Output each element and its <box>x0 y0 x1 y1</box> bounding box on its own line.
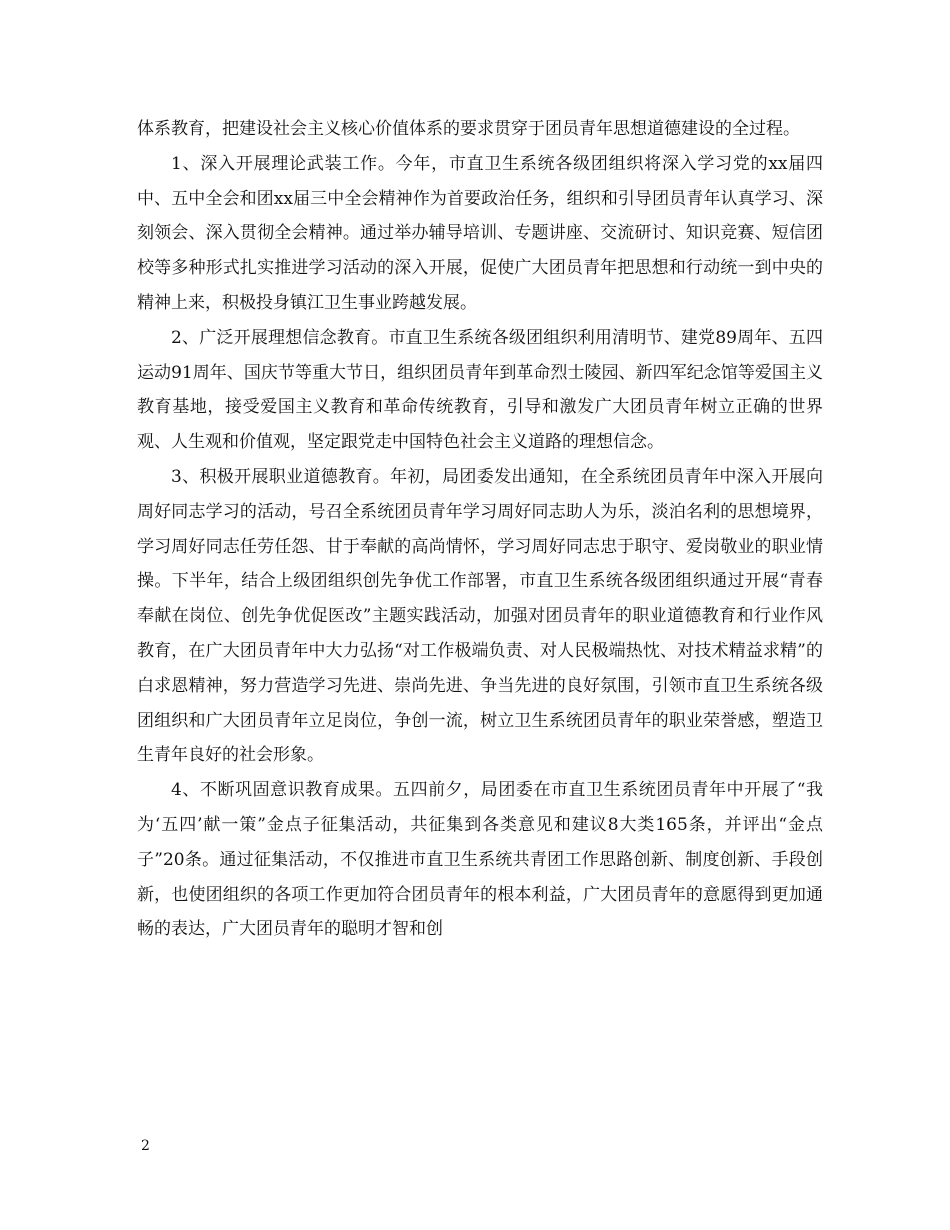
document-body <box>137 112 823 947</box>
paragraph-professional-ethics: 3、积极开展职业道德教育。年初，局团委发出通知，在全系统团员青年中深入开展向周好同志学习的活动，号召全系统团员青年学习周好同志助人为乐，淡泊名利的思想境界，学习周好同志任劳任怨、甘于奉献的高尚情怀，学习周好同志忠于职守、爱岗敬业的职业情操。下半年，结合上级团组织创先争优工作部署，市直卫生系统各级团组织通过开展“青春奉献在岗位、创先争优促医改”主题实践活动，加强对团员青年的职业道德教育和行业作风教育，在广大团员青年中大力弘扬“对工作极端负责、对人民极端热忱、对技术精益求精”的白求恩精神，努力营造学习先进、崇尚先进、争当先进的良好氛围，引领市直卫生系统各级团组织和广大团员青年立足岗位，争创一流，树立卫生系统团员青年的职业荣誉感，塑造卫生青年良好的社会形象。 <box>137 466 823 766</box>
paragraph-ideals-education: 2、广泛开展理想信念教育。市直卫生系统各级团组织利用清明节、建党89周年、五四运动91周年、国庆节等重大节日，组织团员青年到革命烈士陵园、新四军纪念馆等爱国主义教育基地，接受爱国主义教育和革命传统教育，引导和激发广大团员青年树立正确的世界观、人生观和价值观，坚定跟党走中国特色社会主义道路的理想信念。 <box>137 327 823 453</box>
page-number: 2 <box>141 1138 150 1154</box>
paragraph-awareness-education: 4、不断巩固意识教育成果。五四前夕，局团委在市直卫生系统团员青年中开展了“我为‘五四’献一策”金点子征集活动，共征集到各类意见和建议8大类165条，并评出“金点子”20条。通过征集活动，不仅推进市直卫生系统共青团工作思路创新、制度创新、手段创新，也使团组织的各项工作更加符合团员青年的根本利益，广大团员青年的意愿得到更加通畅的表达，广大团员青年的聪明才智和创 <box>137 780 823 940</box>
paragraph-continuation: 体系教育，把建设社会主义核心价值体系的要求贯穿于团员青年思想道德建设的全过程。 <box>137 119 800 139</box>
paragraph-theory-work: 1、深入开展理论武装工作。今年，市直卫生系统各级团组织将深入学习党的xx届四中、五中全会和团xx届三中全会精神作为首要政治任务，组织和引导团员青年认真学习、深刻领会、深入贯彻全会精神。通过举办辅导培训、专题讲座、交流研讨、知识竞赛、短信团校等多种形式扎实推进学习活动的深入开展，促使广大团员青年把思想和行动统一到中央的精神上来，积极投身镇江卫生事业跨越发展。 <box>137 153 823 313</box>
